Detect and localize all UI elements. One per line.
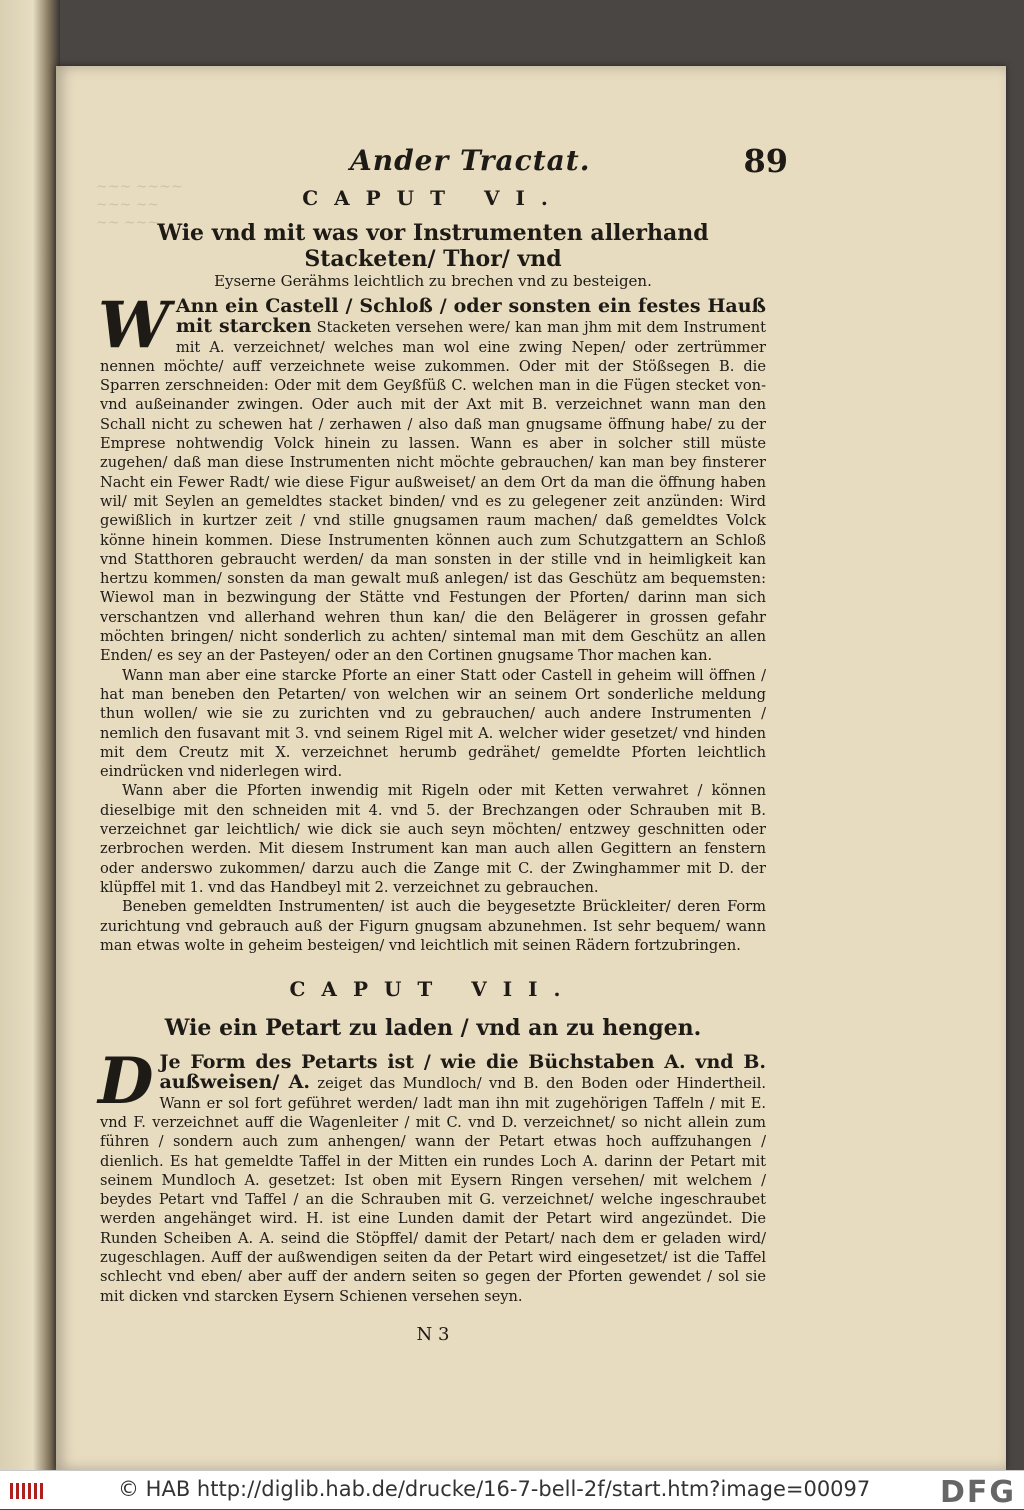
page-number: 89	[743, 142, 788, 180]
chapter-6-paragraph: Wann aber die Pforten inwendig mit Rigeln oder mit Ketten verwahret / können dieselbige mit den schneiden mit 4. vnd 5. der Brechzangen oder Schrauben mit B. verzeichnet gar leichtlich/ wie dick sie auch seyn möchten/ entzwey geschnitten oder zerbrochen werden. Mit diesem Instrument kan man auch allen Gegittern an fenstern oder anderswo zukommen/ darzu auch die Zange mit C. der Zwinghammer mit D. der klüpffel mit 1. vnd das Handbeyl mit 2. verzeichnet zu gebrauchen.	[100, 782, 766, 896]
viewer-footer	[0, 1470, 1024, 1509]
copyright-link[interactable]: © HAB http://diglib.hab.de/drucke/16-7-bell-2f/start.htm?image=00097	[118, 1477, 871, 1501]
chapter-7-label: CAPUT VII.	[289, 977, 577, 1002]
chapter-6-paragraph: Wann man aber eine starcke Pforte an einer Statt oder Castell in geheim will öffnen / hat man beneben den Petarten/ von welchen wir an seinem Ort sonderliche meldung thun wollen/ wie sie zu zurichten vnd zu gebrauchen/ auch andere Instrumenten / nemlich den fusavant mit 3. vnd seinem Rigel mit A. welcher wider gesetzet/ vnd hinden mit dem Creutz mit X. verzeichnet herumb gedrähet/ gemeldte Pforten leichtlich eindrücken vnd niderlegen wird.	[100, 666, 766, 781]
running-head	[100, 138, 788, 182]
signature-mark: N 3	[416, 1323, 450, 1345]
hab-library-icon[interactable]	[8, 1480, 46, 1502]
book-page	[56, 66, 1006, 1470]
chapter-6-heading	[100, 220, 766, 291]
chapter-7-heading: Wie ein Petart zu laden / vnd an zu hengen.	[164, 1015, 702, 1042]
text-column	[98, 138, 788, 1345]
left-page-edge	[0, 0, 60, 1470]
chapter-6-paragraph: Beneben gemeldten Instrumenten/ ist auch die beygesetzte Brückleiter/ deren Form zurichtung vnd gebrauch auß der Figurn gnugsam abzunehmen. Ist sehr bequem/ wann man etwas wolte in geheim besteigen/ vnd leichtlich mit seinen Rädern fortzubringen.	[100, 898, 766, 954]
chapter-6-title: Wie vnd mit was vor Instrumenten allerhand Stacketen/ Thor/ vnd	[157, 220, 709, 272]
paragraph-text: zeiget das Mundloch/ vnd B. den Boden oder Hindertheil. Wann er sol fort geführet werden/ ladt man ihn mit zugehörigen Taffeln / mit E. vnd F. verzeichnet auff die Wagenleiter / mit C. vnd D. verzeichnet/ so nicht allein zum führen / sondern auch zum anhengen/ wann der Petart etwas hoch auffzuhangen / dienlich. Es hat gemeldte Taffel in der Mitten ein rundes Loch A. darinn der Petart mit seinem Mundloch A. gesetzet: Ist oben mit Eysern Ringen versehen/ mit welchem / beydes Petart vnd Taffel / an die Schrauben mit G. verzeichnet/ welche ingeschraubet werden angehänget wird. H. ist eine Lunden damit der Petart wird angezündet. Die Runden Scheiben A. A. seind die Stöpffel/ damit der Petart/ nach dem er geladen wird/ zugeschlagen. Auff der außwendigen seiten da der Petart wird eingesetzet/ ist die Taffel schlecht vnd eben/ aber auff der andern seiten so gegen der Pforten gewendet / sol sie mit dicken vnd starcken Eysern Schienen versehen seyn.	[100, 1075, 767, 1305]
dfg-logo[interactable]: DFG	[939, 1475, 1016, 1510]
lead-line: Je Form des Petarts ist / wie die Büchstaben A. vnd B. außweisen/ A.	[159, 1051, 766, 1094]
chapter-7-paragraph	[98, 1044, 767, 1306]
drop-cap: D	[98, 1044, 154, 1120]
show-through-text: ~~~ ~~~~ ~~~ ~~ ~~ ~~~	[96, 179, 183, 231]
lead-line: Ann ein Castell / Schloß / oder sonsten ein festes Hauß mit starcken	[175, 295, 766, 338]
chapter-6-label: CAPUT VI.	[302, 186, 564, 210]
chapter-6-paragraph	[98, 288, 767, 666]
drop-cap: W	[98, 288, 170, 363]
paragraph-text: Stacketen versehen were/ kan man jhm mit dem Instrument mit A. verzeichnet/ welches man wol eine zwing Nepen/ oder zertrümmer nennen möchte/ auff verzeichnete weise zukommen. Oder mit der Stößsegen B. die Sparren zerschneiden: Oder mit dem Geyßfüß C. welchen man in die Fügen stecket von- vnd außeinander zwingen. Oder auch mit der Axt mit B. verzeichnet wann man den Schall nicht zu schewen hat / zerhawen / also daß man gnugsame öffnung habe/ zu der Emprese nohtwendig Volck hinein zu lassen. Wann es aber in solcher still müste zugehen/ daß man diese Instrumenten nicht möchte gebrauchen/ kan man bey finsterer Nacht ein Fewer Radt/ wie diese Figur außweiset/ an dem Ort da man die öffnung haben wil/ mit Seylen an gemeldtes stacket binden/ vnd es zu gelegener zeit anzünden: Wird gewißlich in kurtzer zeit / vnd stille gnugsamen raum machen/ daß gemeldtes Volck könne hinein kommen. Diese Instrumenten können auch zum Schutzgattern an Schloß vnd Statthoren gebraucht werden/ da man sonsten in der stille vnd in heimligkeit kan hertzu kommen/ sonsten da man gewalt muß anlegen/ ist das Geschütz am bequemsten: Wiewol man in bezwingung der Stätte vnd Festungen der Pforten/ darinn man sich verschantzen vnd allerhand wehren thun kan/ die den Belägerer in grossen gefahr möchten bringen/ nicht sonderlich zu achten/ sintemal man mit dem Geschütz an allen Enden/ es sey an der Pasteyen/ oder an den Cortinen gnugsame Thor machen kan.	[100, 319, 767, 665]
running-title: Ander Tractat.	[350, 144, 591, 177]
chapter-6-subtitle: Eyserne Gerähms leichtlich zu brechen vnd zu besteigen.	[214, 272, 652, 290]
